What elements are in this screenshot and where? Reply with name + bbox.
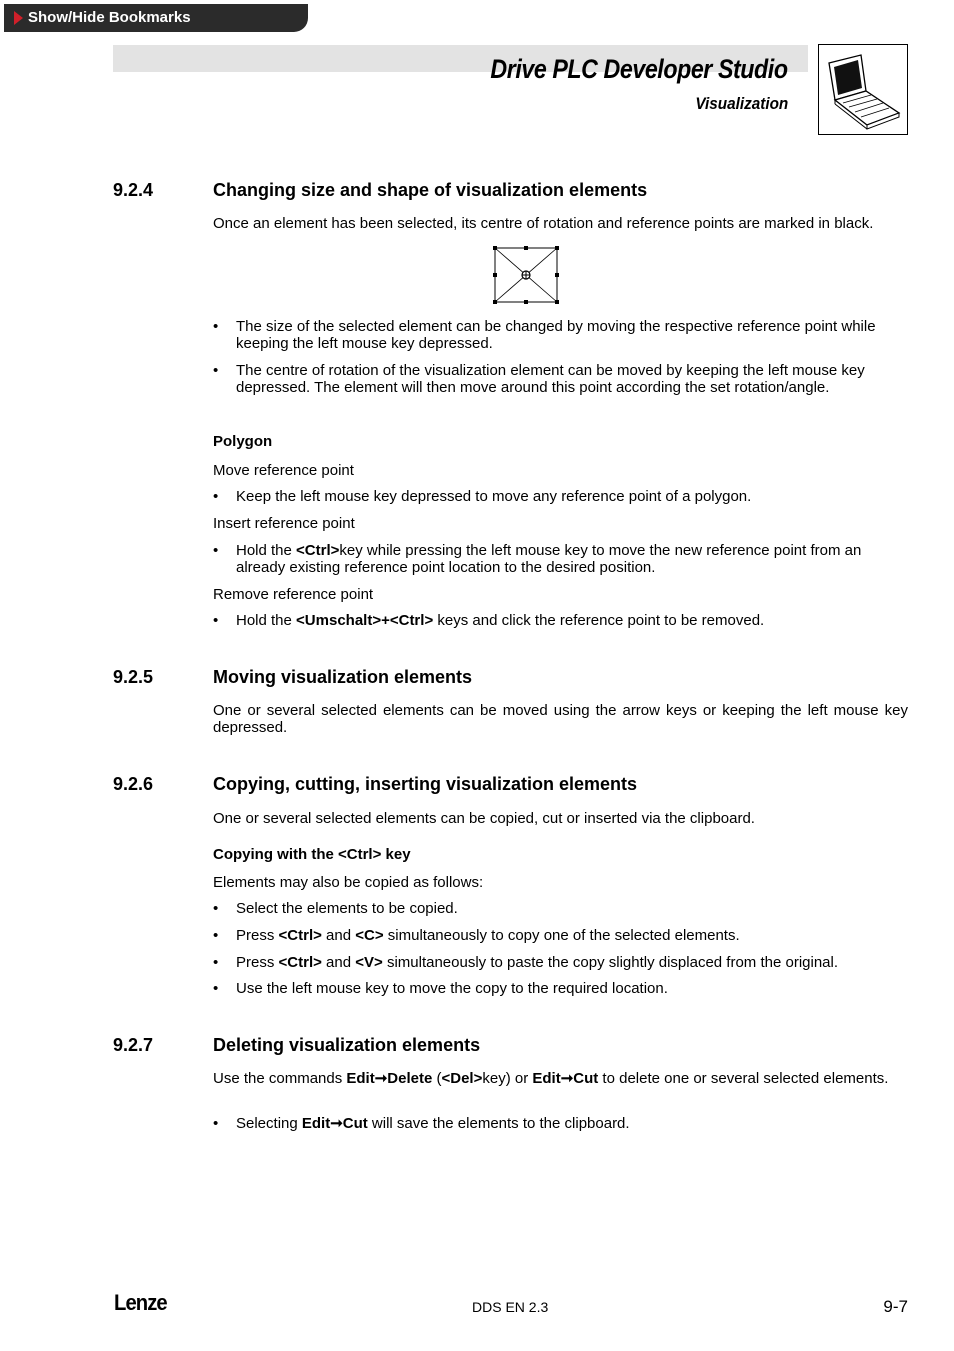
section-title-9-2-4: Changing size and shape of visualization elements — [213, 180, 648, 200]
document-code: DDS EN 2.3 — [472, 1299, 549, 1315]
section-title-9-2-7: Deleting visualization elements — [213, 1035, 481, 1055]
paragraph-copying: One or several selected elements can be copied, cut or inserted via the clipboard. — [213, 810, 755, 827]
insert-reference-label: Insert reference point — [213, 515, 355, 532]
bookmark-arrow-icon — [14, 11, 23, 25]
remove-reference-label: Remove reference point — [213, 586, 374, 603]
section-number-9-2-7: 9.2.7 — [113, 1035, 154, 1055]
copying-intro: Elements may also be copied as follows: — [213, 874, 484, 891]
section-title-9-2-5: Moving visualization elements — [213, 667, 473, 687]
document-title: Drive PLC Developer Studio — [490, 54, 788, 84]
paragraph-deleting: Use the commands Edit➞Delete (<Del>key) or Edit➞Cut to delete one or several selected elements. — [213, 1070, 889, 1087]
section-title-9-2-6: Copying, cutting, inserting visualization elements — [213, 774, 638, 794]
laptop-icon — [818, 44, 908, 135]
polygon-heading: Polygon — [213, 433, 273, 450]
paragraph-intro: Once an element has been selected, its centre of rotation and reference points are marked in black. — [213, 215, 874, 232]
section-number-9-2-4: 9.2.4 — [113, 180, 154, 200]
selected-element-figure — [491, 244, 561, 311]
page-number: 9-7 — [883, 1297, 908, 1316]
move-reference-label: Move reference point — [213, 462, 354, 479]
show-hide-bookmarks-button[interactable] — [4, 4, 308, 32]
bookmarks-label: Show/Hide Bookmarks — [28, 9, 191, 26]
section-number-9-2-6: 9.2.6 — [113, 774, 154, 794]
section-number-9-2-5: 9.2.5 — [113, 667, 154, 687]
copying-ctrl-heading: Copying with the <Ctrl> key — [213, 846, 411, 863]
paragraph-moving: One or several selected elements can be moved using the arrow keys or keeping the left mouse key depressed. — [213, 702, 908, 736]
lenze-logo: Lenze — [114, 1290, 167, 1315]
document-subtitle: Visualization — [695, 94, 788, 113]
